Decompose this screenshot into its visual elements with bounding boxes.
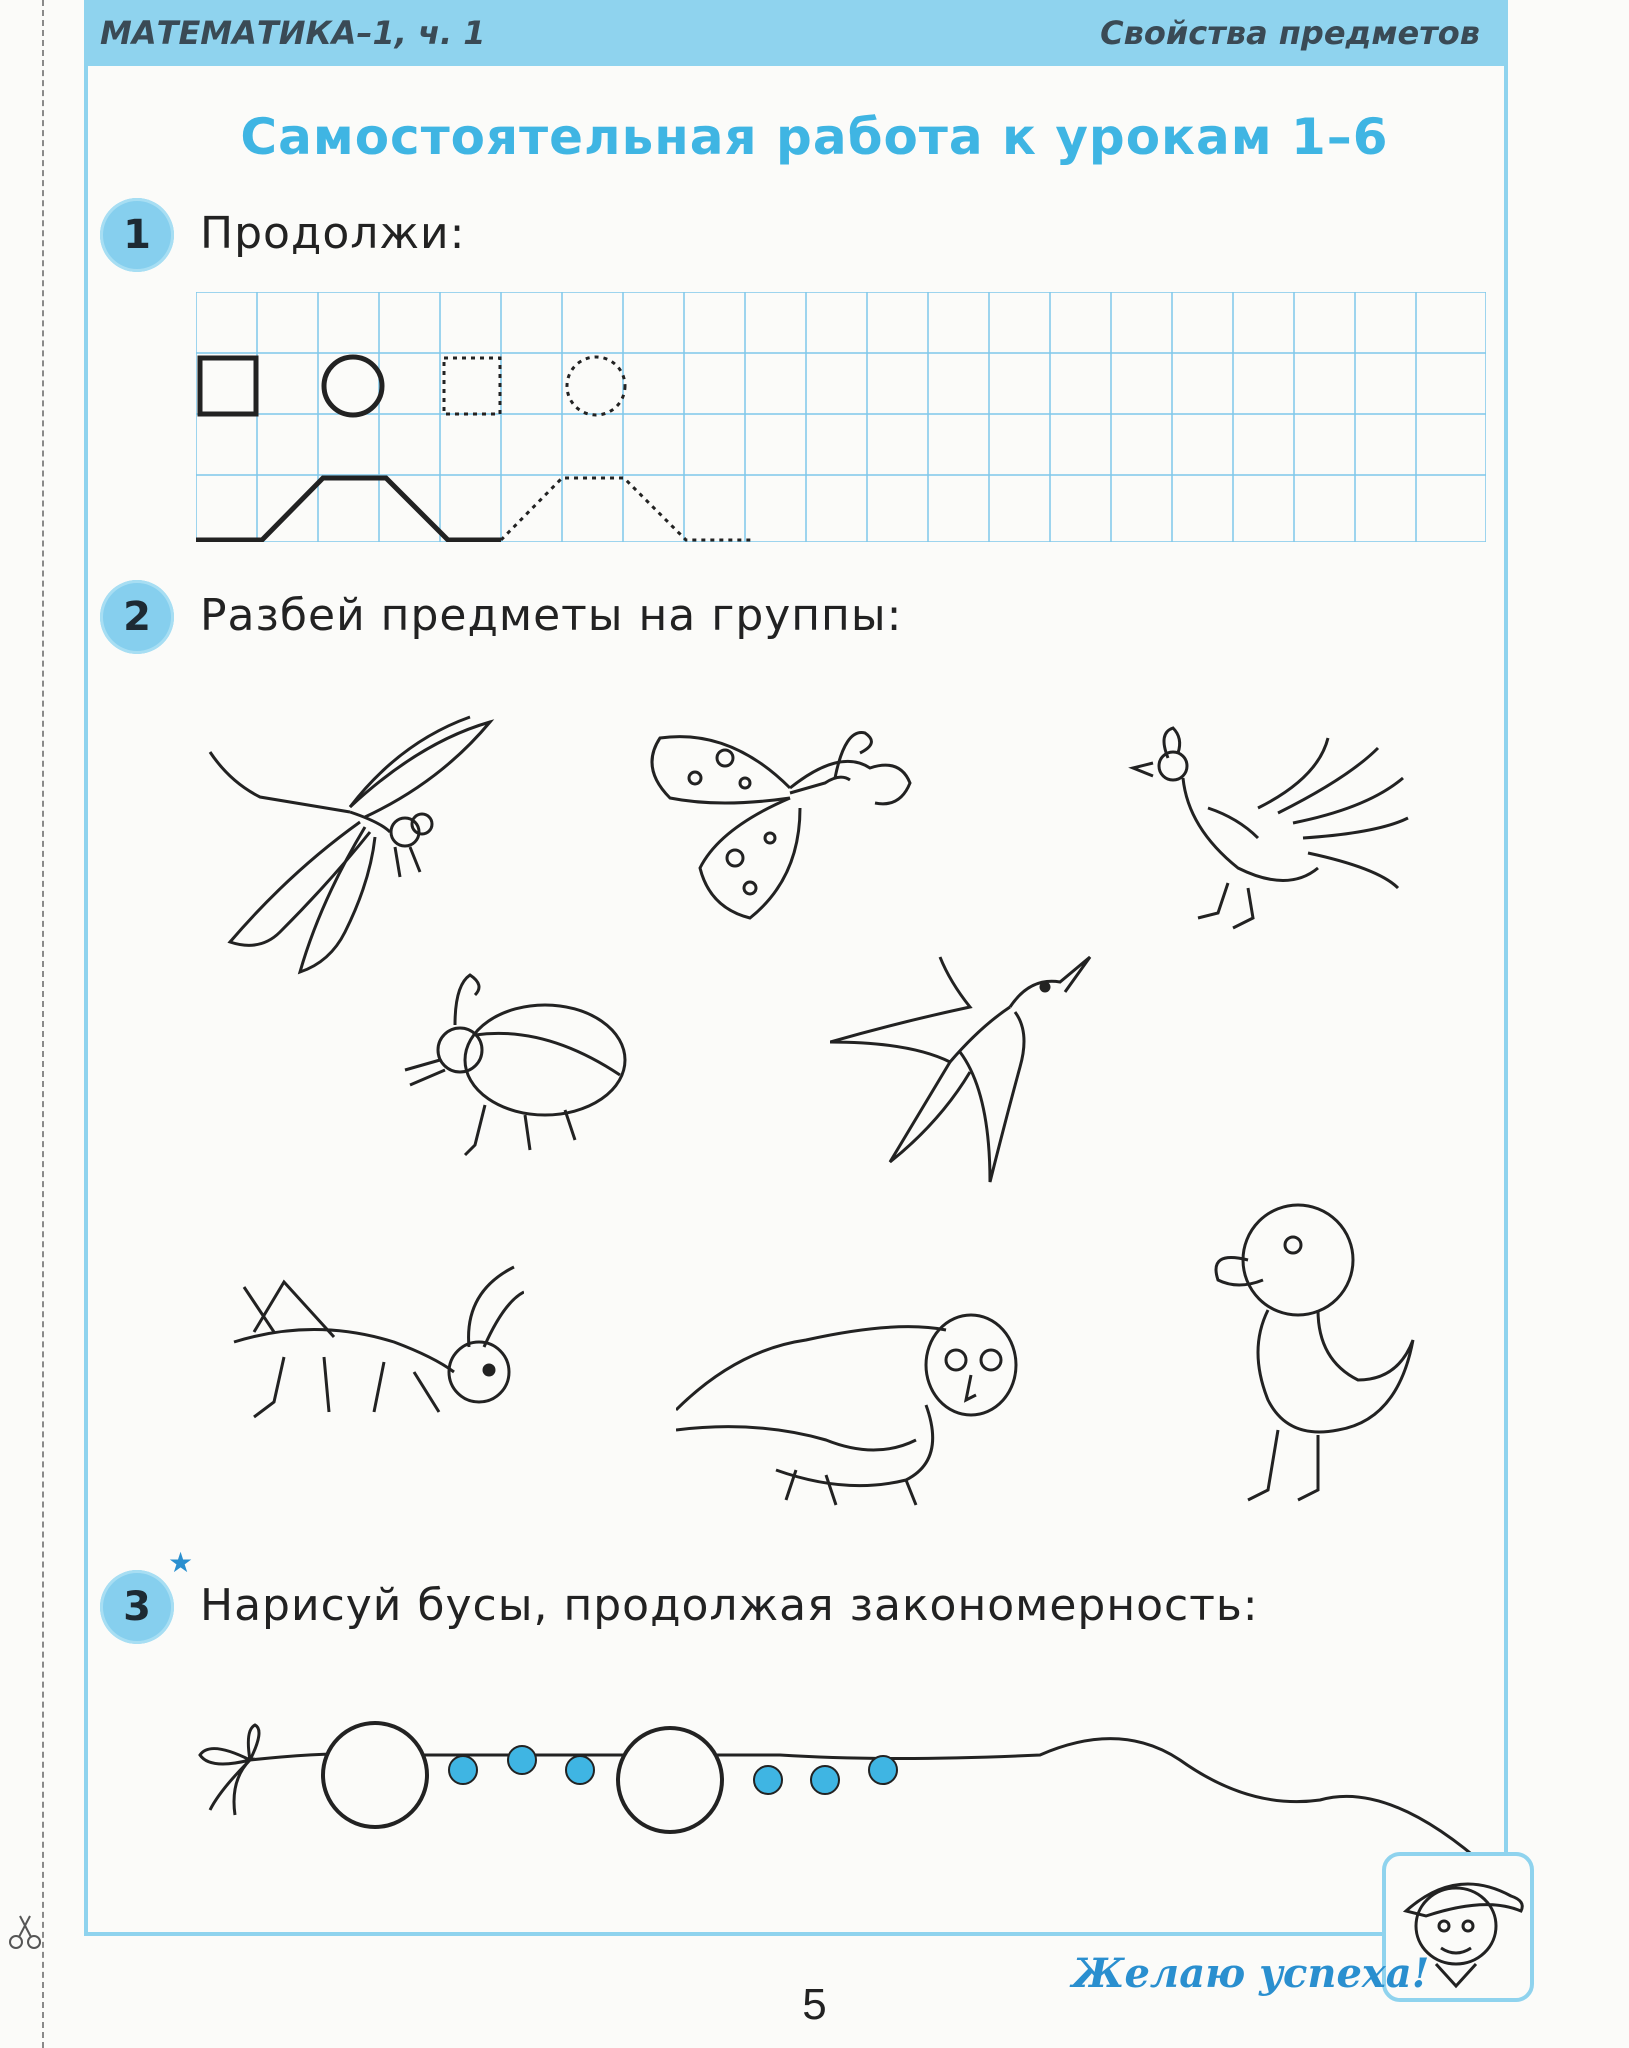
task-text-3: Нарисуй бусы, продолжая закономерность:: [200, 1580, 1259, 1631]
big-bead: [618, 1728, 722, 1832]
small-bead: [449, 1756, 477, 1784]
task-text-2: Разбей предметы на группы:: [200, 590, 903, 641]
page-number: 5: [802, 1980, 827, 2029]
header-bar: [84, 0, 1508, 66]
solid-trapezoid-line: [196, 478, 501, 540]
star-icon: ★: [168, 1547, 194, 1578]
task-text-1: Продолжи:: [200, 208, 466, 259]
pattern-grid[interactable]: [196, 292, 1486, 542]
small-bead: [811, 1766, 839, 1794]
small-bead: [754, 1766, 782, 1794]
small-bead: [566, 1756, 594, 1784]
book-title: МАТЕМАТИКА–1, ч. 1: [100, 14, 486, 52]
dotted-circle: [567, 357, 625, 415]
solid-circle: [324, 357, 382, 415]
task-number-3: 3: [100, 1570, 174, 1644]
section-title: Свойства предметов: [1100, 14, 1480, 52]
big-bead: [323, 1723, 427, 1827]
dotted-square: [444, 358, 500, 414]
beetle-image: [395, 965, 635, 1161]
bow-knot: [200, 1725, 259, 1815]
page-title: Самостоятельная работа к урокам 1–6: [240, 108, 1389, 166]
task-number-2: 2: [100, 580, 174, 654]
small-bead: [869, 1756, 897, 1784]
duckling-image: [1208, 1200, 1428, 1510]
string-line: [250, 1739, 1490, 1870]
butterfly-image: [640, 708, 920, 928]
dotted-trapezoid-line: [501, 478, 751, 540]
beads-pattern[interactable]: [190, 1700, 1490, 1870]
swallow-image: [830, 952, 1095, 1187]
grasshopper-image: [214, 1262, 524, 1442]
task-number-1: 1: [100, 198, 174, 272]
owl-image: [676, 1290, 1036, 1510]
solid-square: [200, 358, 256, 414]
wish-text: Желаю успеха!: [1072, 1950, 1430, 1997]
cut-line: [42, 0, 44, 2048]
scissors-icon: [6, 1912, 46, 1952]
dragonfly-image: [200, 712, 500, 982]
rooster-image: [1128, 718, 1413, 940]
small-bead: [508, 1746, 536, 1774]
